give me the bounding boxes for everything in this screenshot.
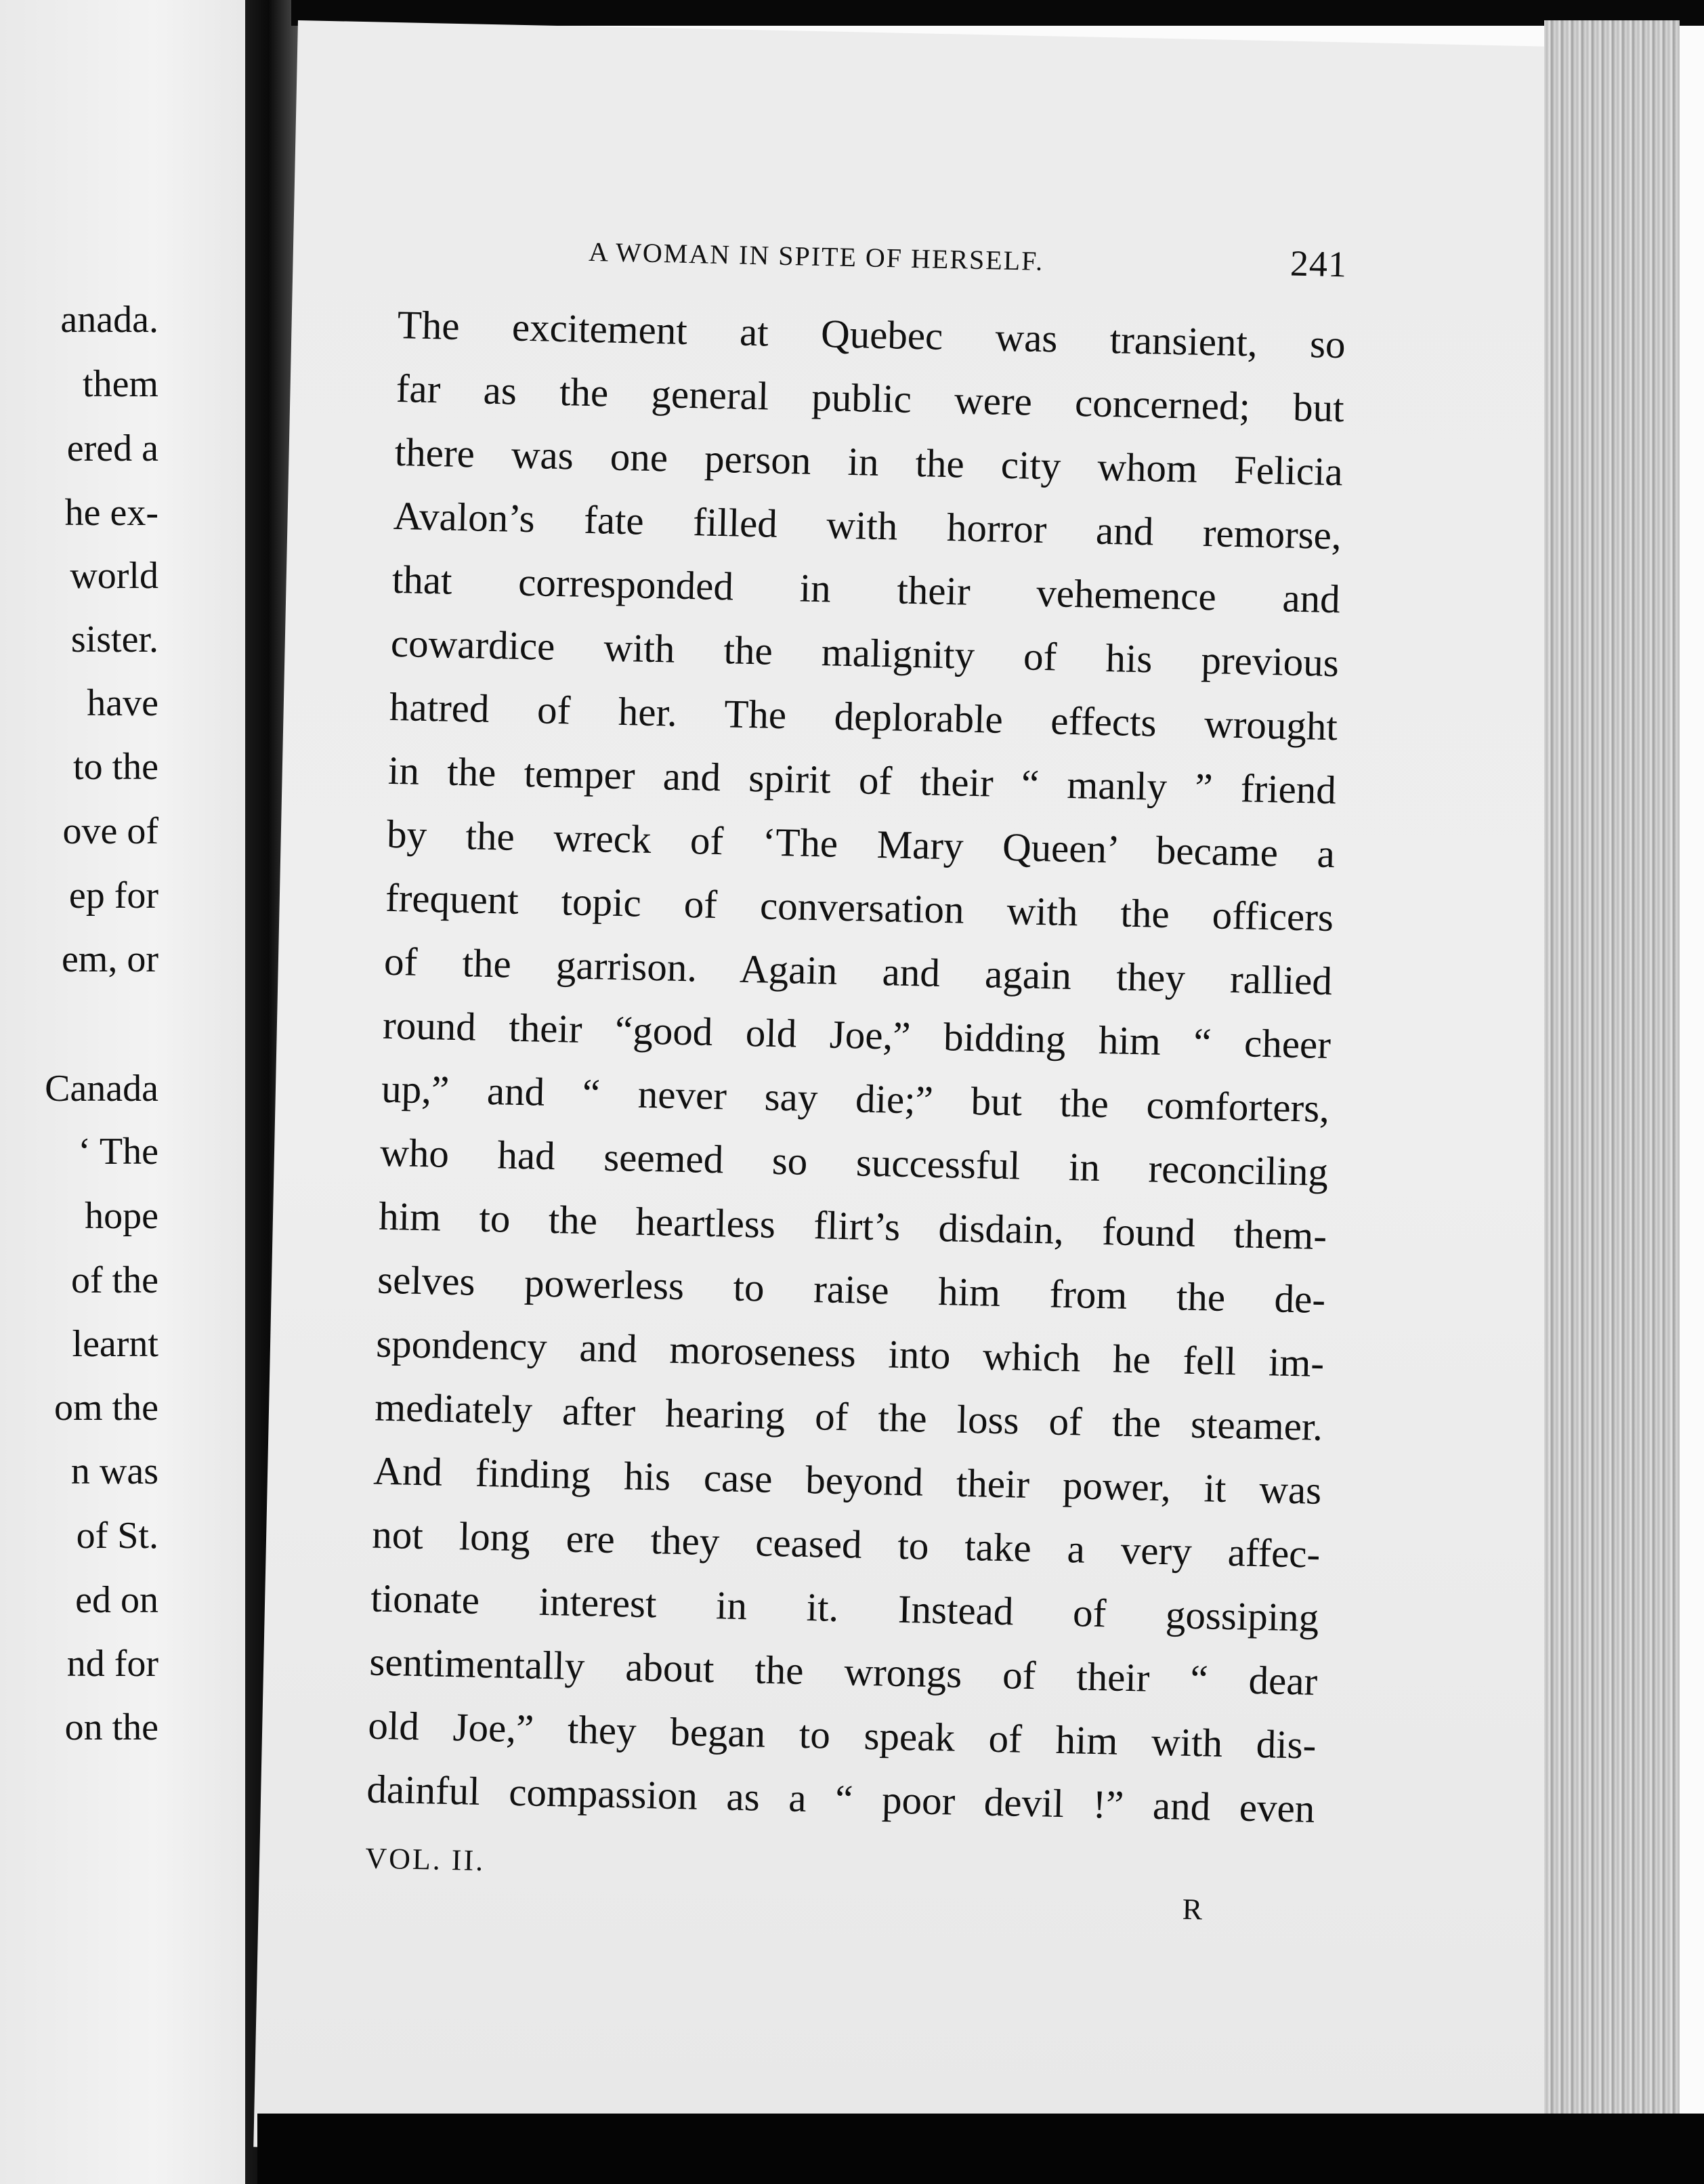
text-line: there was one person in the city whom Felicia <box>394 429 1344 495</box>
text-line: Avalon’s fate filled with horror and remorse, <box>393 492 1342 558</box>
text-line: not long ere they ceased to take a very affec- <box>371 1511 1321 1576</box>
running-head-title: A WOMAN IN SPITE OF HERSELF. <box>588 236 1044 276</box>
page-number: 241 <box>1290 243 1348 285</box>
left-page-fragment: on the <box>64 1706 158 1748</box>
left-page-fragment: sister. <box>70 618 158 660</box>
text-line: old Joe,” they began to speak of him with dis- <box>367 1702 1317 1767</box>
text-line: mediately after hearing of the loss of the steamer. <box>374 1384 1323 1449</box>
left-page-fragment: to the <box>73 746 158 788</box>
text-line: frequent topic of conversation with the officers <box>385 875 1334 940</box>
text-line: And finding his case beyond their power, it was <box>372 1448 1322 1513</box>
top-dark-band <box>291 0 1704 26</box>
text-line: far as the general public were concerned; but <box>396 365 1345 431</box>
text-line: dainful compassion as a “ poor devil !” and even <box>366 1766 1315 1831</box>
text-line: him to the heartless flirt’s disdain, found them- <box>378 1193 1327 1258</box>
left-page-fragment: hope <box>85 1195 158 1237</box>
text-line: round their “good old Joe,” bidding him “ cheer <box>382 1002 1332 1068</box>
left-page-fragment: learnt <box>72 1323 158 1365</box>
left-page-fragment: ‘ The <box>78 1131 158 1173</box>
text-line: cowardice with the malignity of his previous <box>390 620 1340 686</box>
left-page-fragment: world <box>70 555 158 597</box>
text-line: that corresponded in their vehemence and <box>391 556 1341 622</box>
text-line: tionate interest in it. Instead of gossiping <box>370 1575 1319 1640</box>
left-page <box>0 0 257 2184</box>
text-line: in the temper and spirit of their “ manly ” friend <box>387 747 1337 813</box>
text-line: The excitement at Quebec was transient, so <box>397 301 1346 367</box>
left-page-fragment: ove of <box>62 810 158 852</box>
left-page-fragment: Canada <box>45 1068 158 1110</box>
page-text-block <box>364 224 1348 1929</box>
text-line: sentimentally about the wrongs of their “ dear <box>368 1639 1318 1704</box>
left-page-fragment: of the <box>70 1259 158 1301</box>
bottom-dark-band <box>257 2114 1704 2184</box>
left-page-fragment: om the <box>54 1387 158 1429</box>
text-line: hatred of her. The deplorable effects wrought <box>389 684 1338 749</box>
text-line: who had seemed so successful in reconciling <box>379 1129 1329 1195</box>
text-line: selves powerless to raise him from the de- <box>377 1257 1326 1322</box>
text-line: of the garrison. Again and again they rallied <box>383 938 1333 1004</box>
text-line: up,” and “ never say die;” but the comforters, <box>381 1066 1330 1131</box>
left-page-fragment: nd for <box>66 1643 158 1685</box>
left-page-fragment: ered a <box>66 427 158 469</box>
left-page-fragment: n was <box>70 1450 158 1492</box>
body-text <box>366 293 1346 1841</box>
left-page-fragment: ep for <box>68 875 158 917</box>
signature-mark: R <box>1182 1892 1205 1927</box>
text-line: spondency and moroseness into which he fell im- <box>375 1320 1325 1385</box>
left-page-fragment: them <box>83 363 158 405</box>
left-page-fragment: of St. <box>76 1515 158 1557</box>
volume-mark: VOL. II. <box>364 1841 486 1878</box>
left-page-fragment: he ex- <box>64 492 158 534</box>
page-edges <box>1544 20 1680 2168</box>
text-line: by the wreck of ‘The Mary Queen’ became a <box>386 811 1336 877</box>
left-page-fragment: ed on <box>75 1579 158 1621</box>
left-page-fragment: em, or <box>61 938 158 980</box>
left-page-fragment: have <box>87 682 158 724</box>
left-page-fragment: anada. <box>60 299 158 341</box>
